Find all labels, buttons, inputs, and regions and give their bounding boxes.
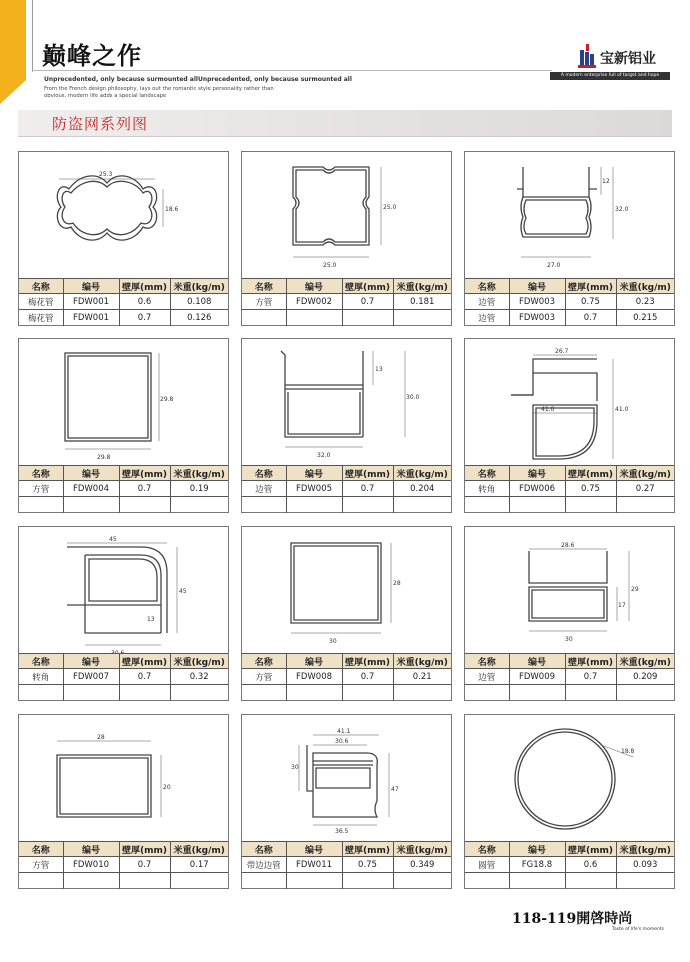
dim-label: 41.0 <box>541 406 555 413</box>
spec-row <box>19 669 228 685</box>
dim-label: 32.0 <box>317 452 331 459</box>
spec-cell: 方管 <box>242 294 286 310</box>
spec-cell: 0.7 <box>565 669 616 685</box>
product-panel-fdw009 <box>464 526 675 701</box>
dim-label: 29.8 <box>160 396 174 403</box>
spec-cell: 0.17 <box>170 857 228 873</box>
spec-header-cell: 名称 <box>242 654 286 669</box>
spec-header-cell: 壁厚(mm) <box>565 279 616 294</box>
spec-header-row <box>242 842 451 857</box>
spec-cell: FDW007 <box>63 669 119 685</box>
spec-row <box>242 481 451 497</box>
spec-cell <box>616 497 674 513</box>
profile-drawing <box>242 339 451 465</box>
spec-header-row <box>19 654 228 669</box>
dim-label: 30 <box>291 764 299 771</box>
spec-header-row <box>465 842 674 857</box>
section-title: 防盗网系列图 <box>52 115 149 133</box>
spec-header-cell: 米重(kg/m) <box>170 466 228 481</box>
spec-cell <box>286 873 342 889</box>
spec-header-cell: 壁厚(mm) <box>119 842 170 857</box>
product-panel-fdw007 <box>18 526 229 701</box>
spec-row <box>465 497 674 513</box>
spec-header-row <box>242 466 451 481</box>
spec-cell <box>119 685 170 701</box>
spec-cell: 边管 <box>465 669 509 685</box>
dim-label: 28.6 <box>561 542 575 549</box>
spec-cell <box>509 873 565 889</box>
spec-cell: FDW001 <box>63 294 119 310</box>
spec-cell: 方管 <box>19 857 63 873</box>
spec-row <box>465 685 674 701</box>
spec-cell <box>242 497 286 513</box>
spec-header-cell: 壁厚(mm) <box>565 842 616 857</box>
accent-bar <box>0 0 26 80</box>
spec-cell: 0.7 <box>342 294 393 310</box>
product-panel-fdw010 <box>18 714 229 889</box>
spec-cell <box>119 873 170 889</box>
spec-row <box>19 857 228 873</box>
spec-header-cell: 编号 <box>286 842 342 857</box>
product-panel-fdw008 <box>241 526 452 701</box>
dim-label: 18.6 <box>165 206 179 213</box>
spec-cell <box>565 497 616 513</box>
spec-cell: 方管 <box>242 669 286 685</box>
dim-label: 28 <box>393 580 401 587</box>
dim-label: 41.1 <box>337 728 351 735</box>
dim-label: 36.5 <box>335 828 349 835</box>
spec-cell <box>119 497 170 513</box>
spec-cell: 0.75 <box>565 294 616 310</box>
section-header <box>18 110 672 137</box>
spec-cell: 带边边管 <box>242 857 286 873</box>
spec-header-row <box>465 466 674 481</box>
spec-cell: FDW004 <box>63 481 119 497</box>
spec-table <box>465 465 674 513</box>
spec-cell: 0.32 <box>170 669 228 685</box>
spec-header-cell: 米重(kg/m) <box>393 654 451 669</box>
spec-row <box>465 669 674 685</box>
spec-cell: 0.23 <box>616 294 674 310</box>
spec-header-cell: 编号 <box>286 654 342 669</box>
spec-header-cell: 名称 <box>465 279 509 294</box>
dim-label: 25.0 <box>323 262 337 269</box>
spec-cell: 0.7 <box>342 669 393 685</box>
spec-cell <box>509 497 565 513</box>
spec-header-cell: 名称 <box>19 466 63 481</box>
spec-header-cell: 名称 <box>465 654 509 669</box>
spec-cell <box>63 873 119 889</box>
spec-cell: FDW003 <box>509 310 565 326</box>
spec-row <box>242 685 451 701</box>
spec-cell <box>565 873 616 889</box>
dim-label: 28 <box>97 734 105 741</box>
spec-header-cell: 壁厚(mm) <box>342 279 393 294</box>
spec-header-cell: 米重(kg/m) <box>170 654 228 669</box>
dim-label: 41.0 <box>615 406 629 413</box>
spec-row <box>465 481 674 497</box>
spec-cell <box>242 873 286 889</box>
spec-cell: 转角 <box>19 669 63 685</box>
spec-cell: 0.7 <box>342 481 393 497</box>
spec-table <box>242 841 451 889</box>
spec-cell <box>342 685 393 701</box>
spec-header-row <box>19 842 228 857</box>
dim-label: 30 <box>565 636 573 643</box>
spec-cell: 0.093 <box>616 857 674 873</box>
spec-header-cell: 壁厚(mm) <box>119 654 170 669</box>
spec-header-cell: 名称 <box>19 654 63 669</box>
spec-row <box>465 857 674 873</box>
product-panel-fg188 <box>464 714 675 889</box>
product-panel-fdw001 <box>18 151 229 326</box>
spec-header-cell: 编号 <box>286 466 342 481</box>
spec-header-cell: 编号 <box>509 466 565 481</box>
spec-header-cell: 米重(kg/m) <box>616 279 674 294</box>
spec-header-cell: 壁厚(mm) <box>119 279 170 294</box>
spec-cell: 边管 <box>465 310 509 326</box>
spec-row <box>242 294 451 310</box>
spec-cell: FDW006 <box>509 481 565 497</box>
spec-cell <box>170 873 228 889</box>
product-panel-fdw003 <box>464 151 675 326</box>
dim-label: 18.8 <box>621 748 635 755</box>
product-panel-fdw011 <box>241 714 452 889</box>
dim-label: 13 <box>147 616 155 623</box>
dim-label: 29 <box>631 586 639 593</box>
spec-cell <box>170 497 228 513</box>
spec-cell <box>286 685 342 701</box>
spec-cell: 0.108 <box>170 294 228 310</box>
spec-row <box>465 310 674 326</box>
spec-cell <box>465 685 509 701</box>
spec-header-cell: 名称 <box>465 842 509 857</box>
spec-cell <box>616 873 674 889</box>
spec-cell: FDW011 <box>286 857 342 873</box>
spec-cell: 0.7 <box>119 669 170 685</box>
spec-cell: 0.27 <box>616 481 674 497</box>
spec-cell: FDW009 <box>509 669 565 685</box>
spec-cell <box>393 310 451 326</box>
spec-cell <box>242 310 286 326</box>
spec-cell: 圆管 <box>465 857 509 873</box>
spec-header-row <box>242 654 451 669</box>
spec-header-cell: 编号 <box>509 842 565 857</box>
profile-drawing <box>465 152 674 278</box>
profile-drawing <box>19 339 228 465</box>
header-divider <box>32 0 33 72</box>
spec-header-cell: 编号 <box>63 654 119 669</box>
dim-label: 20 <box>163 784 171 791</box>
accent-triangle <box>0 80 26 104</box>
brand-slogan: A modern enterprise full of target and hope <box>550 72 670 80</box>
spec-cell <box>19 685 63 701</box>
spec-cell <box>465 497 509 513</box>
spec-cell: FG18.8 <box>509 857 565 873</box>
spec-cell: 0.215 <box>616 310 674 326</box>
spec-header-cell: 编号 <box>509 279 565 294</box>
profile-drawing <box>19 527 228 653</box>
spec-cell: 0.7 <box>119 310 170 326</box>
spec-cell <box>286 497 342 513</box>
spec-row <box>19 294 228 310</box>
tagline: Unprecedented, only because surmounted allUnprecedented, only because surmounted all <box>44 76 352 83</box>
spec-cell: 边管 <box>242 481 286 497</box>
dim-label: 12 <box>602 178 610 185</box>
spec-cell <box>393 497 451 513</box>
spec-table <box>242 465 451 513</box>
spec-header-cell: 名称 <box>465 466 509 481</box>
product-panel-fdw006 <box>464 338 675 513</box>
spec-cell <box>565 685 616 701</box>
profile-drawing <box>465 715 674 841</box>
dim-label: 29.8 <box>97 454 111 461</box>
spec-row <box>242 310 451 326</box>
product-panel-fdw002 <box>241 151 452 326</box>
spec-cell: 梅花管 <box>19 310 63 326</box>
dim-label: 25.3 <box>99 171 113 178</box>
spec-cell: 边管 <box>465 294 509 310</box>
spec-header-cell: 米重(kg/m) <box>616 842 674 857</box>
spec-header-cell: 壁厚(mm) <box>565 654 616 669</box>
spec-row <box>19 685 228 701</box>
spec-table <box>19 653 228 701</box>
spec-header-cell: 名称 <box>19 842 63 857</box>
dim-label: 47 <box>391 786 399 793</box>
profile-drawing <box>19 715 228 841</box>
spec-cell: 梅花管 <box>19 294 63 310</box>
spec-cell: 转角 <box>465 481 509 497</box>
spec-cell: 0.7 <box>119 481 170 497</box>
spec-row <box>465 873 674 889</box>
spec-cell <box>286 310 342 326</box>
spec-cell: FDW003 <box>509 294 565 310</box>
spec-cell <box>242 685 286 701</box>
spec-cell: FDW001 <box>63 310 119 326</box>
spec-header-cell: 壁厚(mm) <box>119 466 170 481</box>
spec-cell: 0.6 <box>119 294 170 310</box>
spec-table <box>242 278 451 326</box>
spec-header-cell: 编号 <box>63 466 119 481</box>
spec-cell: FDW008 <box>286 669 342 685</box>
spec-table <box>19 841 228 889</box>
spec-table <box>19 278 228 326</box>
spec-header-cell: 名称 <box>19 279 63 294</box>
spec-cell <box>393 873 451 889</box>
spec-row <box>242 873 451 889</box>
spec-header-cell: 编号 <box>286 279 342 294</box>
dim-label: 30.6 <box>335 738 349 745</box>
spec-cell: 0.75 <box>342 857 393 873</box>
page-number: 118-119開啓時尚 <box>512 911 633 927</box>
spec-cell <box>465 873 509 889</box>
spec-row <box>242 857 451 873</box>
spec-header-row <box>465 279 674 294</box>
brand-name: 宝新铝业 <box>600 51 656 67</box>
spec-cell <box>63 685 119 701</box>
brand-logo-icon <box>578 44 596 68</box>
spec-cell <box>393 685 451 701</box>
spec-cell <box>342 497 393 513</box>
profile-drawing <box>465 339 674 465</box>
spec-header-cell: 米重(kg/m) <box>393 466 451 481</box>
spec-cell <box>509 685 565 701</box>
spec-table <box>242 653 451 701</box>
spec-header-row <box>19 466 228 481</box>
spec-row <box>242 669 451 685</box>
dim-label: 32.0 <box>615 206 629 213</box>
dim-label: 17 <box>618 602 626 609</box>
spec-header-cell: 米重(kg/m) <box>393 842 451 857</box>
dim-label: 30 <box>329 638 337 645</box>
spec-table <box>19 465 228 513</box>
spec-header-row <box>19 279 228 294</box>
dim-label: 30.0 <box>406 394 420 401</box>
spec-header-cell: 壁厚(mm) <box>342 654 393 669</box>
spec-row <box>19 497 228 513</box>
spec-cell <box>63 497 119 513</box>
spec-cell: 0.209 <box>616 669 674 685</box>
spec-header-cell: 米重(kg/m) <box>170 842 228 857</box>
spec-cell: 0.75 <box>565 481 616 497</box>
spec-cell: 0.7 <box>565 310 616 326</box>
spec-header-cell: 壁厚(mm) <box>342 842 393 857</box>
spec-table <box>465 278 674 326</box>
spec-cell: 0.349 <box>393 857 451 873</box>
spec-header-cell: 编号 <box>63 842 119 857</box>
spec-header-cell: 名称 <box>242 466 286 481</box>
spec-cell: 0.7 <box>119 857 170 873</box>
spec-cell: FDW005 <box>286 481 342 497</box>
spec-cell: FDW002 <box>286 294 342 310</box>
spec-header-cell: 壁厚(mm) <box>342 466 393 481</box>
spec-header-cell: 编号 <box>509 654 565 669</box>
profile-drawing <box>242 527 451 653</box>
product-panel-fdw004 <box>18 338 229 513</box>
spec-cell: 0.126 <box>170 310 228 326</box>
spec-header-cell: 名称 <box>242 842 286 857</box>
profile-drawing <box>242 715 451 841</box>
spec-header-row <box>465 654 674 669</box>
profile-drawing <box>465 527 674 653</box>
dim-label: 45 <box>179 588 187 595</box>
dim-label: 25.0 <box>383 204 397 211</box>
spec-header-cell: 壁厚(mm) <box>565 466 616 481</box>
spec-header-cell: 编号 <box>63 279 119 294</box>
spec-cell: 0.204 <box>393 481 451 497</box>
spec-row <box>19 310 228 326</box>
spec-cell <box>342 873 393 889</box>
spec-header-cell: 米重(kg/m) <box>393 279 451 294</box>
spec-cell <box>170 685 228 701</box>
spec-row <box>19 481 228 497</box>
spec-table <box>465 841 674 889</box>
spec-cell: 0.181 <box>393 294 451 310</box>
page-title: 巅峰之作 <box>42 42 142 70</box>
brand-logo <box>578 44 668 70</box>
spec-header-row <box>242 279 451 294</box>
spec-header-cell: 米重(kg/m) <box>170 279 228 294</box>
page-subtitle: Taste of life's moments <box>612 927 664 932</box>
spec-cell <box>616 685 674 701</box>
spec-cell: 0.19 <box>170 481 228 497</box>
spec-header-cell: 米重(kg/m) <box>616 466 674 481</box>
spec-table <box>465 653 674 701</box>
spec-header-cell: 名称 <box>242 279 286 294</box>
dim-label: 45 <box>109 536 117 543</box>
spec-row <box>465 294 674 310</box>
spec-row <box>242 497 451 513</box>
dim-label: 27.0 <box>547 262 561 269</box>
spec-cell: 0.21 <box>393 669 451 685</box>
profile-drawing <box>19 152 228 278</box>
spec-header-cell: 米重(kg/m) <box>616 654 674 669</box>
header-description: From the French design philosophy, lays out the romantic style personality rather than obvious, modern life adds a special landscape <box>44 86 274 99</box>
spec-row <box>19 873 228 889</box>
dim-label: 26.7 <box>555 348 569 355</box>
spec-cell: 0.6 <box>565 857 616 873</box>
spec-cell <box>342 310 393 326</box>
spec-cell: 方管 <box>19 481 63 497</box>
product-panel-fdw005 <box>241 338 452 513</box>
dim-label: 13 <box>375 366 383 373</box>
spec-cell: FDW010 <box>63 857 119 873</box>
spec-cell <box>19 497 63 513</box>
profile-drawing <box>242 152 451 278</box>
spec-cell <box>19 873 63 889</box>
